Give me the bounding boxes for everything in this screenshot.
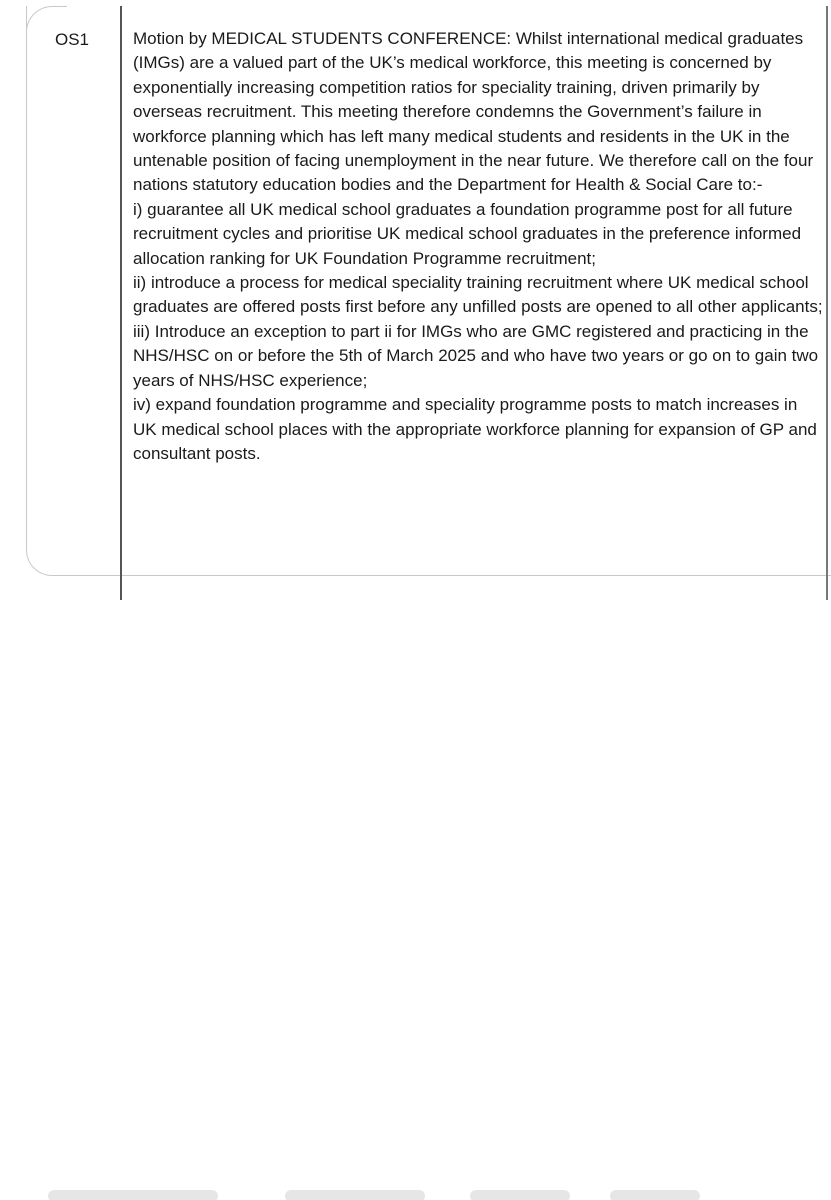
bottom-strip [0, 594, 831, 600]
motion-text [133, 27, 823, 466]
motion-reference: OS1 [55, 30, 90, 49]
motion-clause-i: i) guarantee all UK medical school graduates a foundation programme post for all future recruitment cycles and prioritise UK medical school graduates in the preference informed allocation ranking for UK Foundation Programme recruitment; [133, 199, 802, 268]
motion-clause-iv: iv) expand foundation programme and speciality programme posts to match increases in UK medical school places with the appropriate workforce planning for expansion of GP and consultant posts. [133, 395, 817, 463]
bottom-control[interactable] [285, 1190, 425, 1200]
table-right-edge [826, 6, 828, 600]
column-divider [120, 6, 122, 600]
motion-clause-iii: iii) Introduce an exception to part ii for IMGs who are GMC registered and practicing in the NHS/HSC on or before the 5th of March 2025 and who have two years or go on to gain two years of NHS/HSC experience; [133, 321, 819, 390]
bottom-control[interactable] [610, 1190, 700, 1200]
motion-intro: Motion by MEDICAL STUDENTS CONFERENCE: Whilst international medical graduates (IMGs) are a valued part of the UK’s medical workforce, this meeting is concerned by exponentially increasing competition ratios for speciality training, driven primarily by overseas recruitment. This meeting therefore condemns the Government’s failure in workforce planning which has left many medical students and residents in the UK in the untenable position of facing unemployment in the near future. We therefore call on the four nations statutory education bodies and the Department for Health & Social Care to:- [133, 29, 814, 195]
bottom-control[interactable] [48, 1190, 218, 1200]
motion-clause-ii: ii) introduce a process for medical speciality training recruitment where UK medical school graduates are offered posts first before any unfilled posts are opened to all other applicants; [133, 273, 823, 317]
bottom-control[interactable] [470, 1190, 570, 1200]
